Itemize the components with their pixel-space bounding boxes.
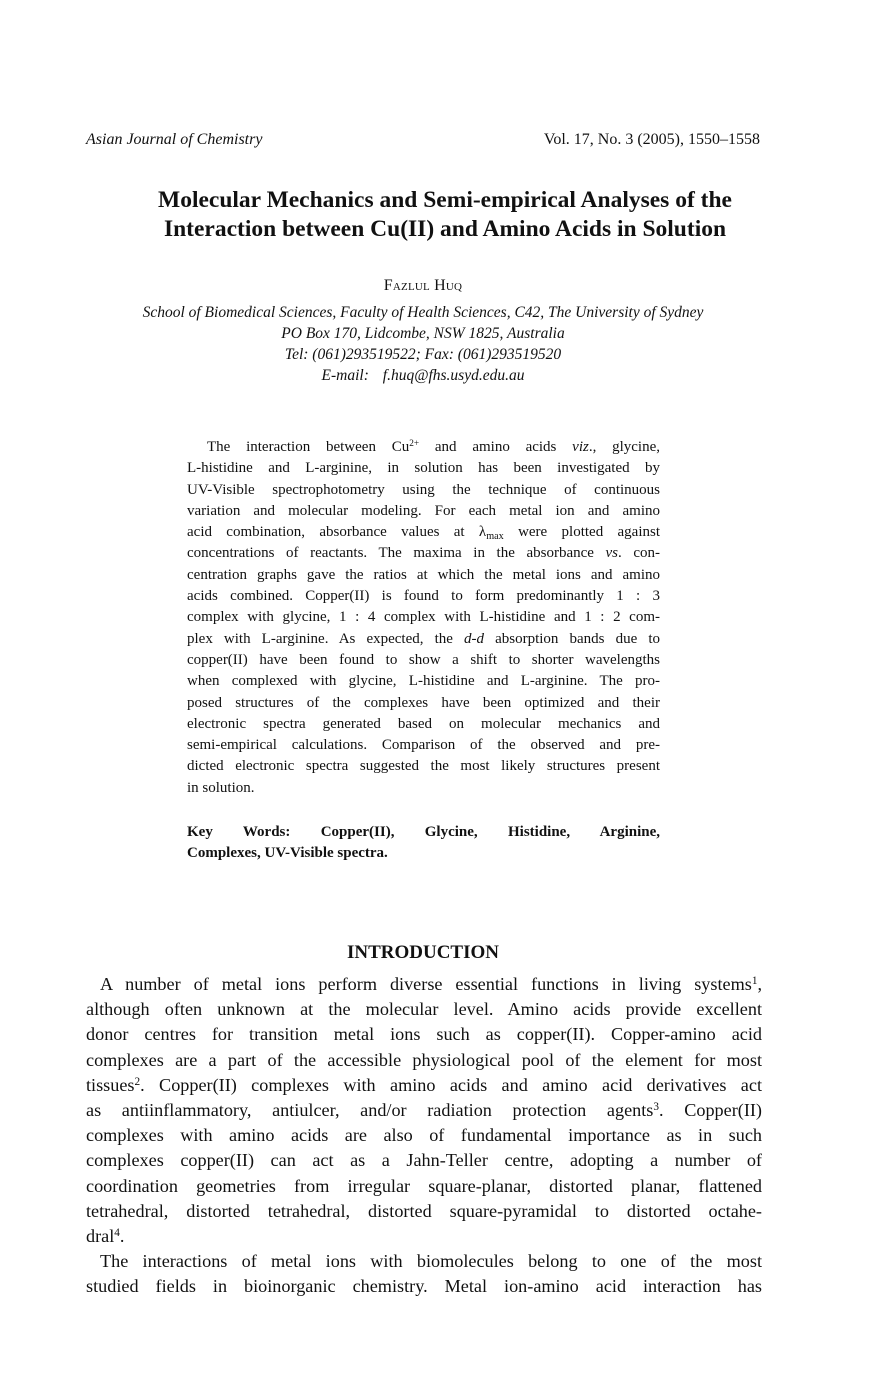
author-name: Fazlul Huq	[383, 277, 463, 294]
body-line: donor centres for transition metal ions such as copper(II). Copper-amino acid	[86, 1024, 762, 1045]
affiliation-line-2: PO Box 170, Lidcombe, NSW 1825, Australia	[281, 325, 565, 342]
abstract-line: L-histidine and L-arginine, in solution has been investigated by	[187, 460, 660, 477]
section-heading-introduction: INTRODUCTION	[346, 942, 500, 963]
volume-info: Vol. 17, No. 3 (2005), 1550–1558	[543, 131, 760, 148]
abstract-line: when complexed with glycine, L-histidine and L-arginine. The pro-	[187, 673, 660, 690]
email-address: f.huq@fhs.usyd.edu.au	[382, 367, 525, 384]
title-line-1: Molecular Mechanics and Semi-empirical Analyses of the	[158, 187, 732, 213]
affiliation-email-line	[0, 365, 846, 386]
body-line: complexes are a part of the accessible physiological pool of the element for most	[86, 1049, 762, 1070]
abstract-line: acid combination, absorbance values at $\lambda_{max}$ were plotted against	[187, 524, 660, 543]
body-line: tetrahedral, distorted tetrahedral, distorted square-pyramidal to distorted octahe-	[86, 1200, 762, 1221]
abstract-line: electronic spectra generated based on molecular mechanics and	[187, 715, 660, 732]
body-line: The interactions of metal ions with biomolecules belong to one of the most	[100, 1251, 762, 1272]
abstract-line: UV-Visible spectrophotometry using the technique of continuous	[187, 481, 660, 498]
abstract-line: copper(II) have been found to show a shift to shorter wavelengths	[187, 651, 660, 668]
abstract-line: complex with glycine, 1 : 4 complex with L-histidine and 1 : 2 com-	[187, 609, 660, 626]
abstract	[187, 437, 660, 799]
body-line: A number of metal ions perform diverse essential functions in living systems$^1$,	[100, 974, 762, 994]
paper-title	[60, 186, 830, 244]
abstract-line: The interaction between $Cu^{2+}$ and amino acids viz., glycine,	[207, 438, 661, 455]
affiliation-contact: Tel: (061)293519522; Fax: (061)293519520	[284, 346, 562, 363]
body-line: as antiinflammatory, antiulcer, and/or radiation protection agents$^3$. Copper(II)	[86, 1099, 762, 1120]
title-line-2: Interaction between Cu(II) and Amino Acids in Solution	[163, 216, 727, 242]
introduction-body	[86, 972, 762, 1299]
abstract-line: variation and molecular modeling. For each metal ion and amino	[187, 502, 660, 519]
keywords-line-1: Key Words: Copper(II), Glycine, Histidine, Arginine,	[187, 824, 660, 840]
abstract-line: in solution.	[187, 779, 255, 796]
abstract-line: concentrations of reactants. The maxima in the absorbance vs. con-	[187, 545, 660, 562]
journal-name: Asian Journal of Chemistry	[86, 131, 263, 148]
body-line: tissues$^2$. Copper(II) complexes with amino acids and amino acid derivatives act	[86, 1074, 762, 1095]
affiliation-line-1: School of Biomedical Sciences, Faculty of Health Sciences, C42, The University of Sydney	[142, 304, 704, 321]
abstract-line: dicted electronic spectra suggested the most likely structures present	[187, 758, 660, 775]
body-line: complexes with amino acids are also of fundamental importance as in such	[86, 1125, 762, 1146]
abstract-line: plex with L-arginine. As expected, the d-d absorption bands due to	[187, 630, 660, 647]
abstract-line: centration graphs gave the ratios at which the metal ions and amino	[187, 566, 660, 583]
abstract-line: acids combined. Copper(II) is found to form predominantly 1 : 3	[187, 588, 660, 605]
keywords-line-2: Complexes, UV-Visible spectra.	[187, 845, 388, 862]
body-line: complexes copper(II) can act as a Jahn-Teller centre, adopting a number of	[86, 1150, 762, 1171]
affiliation	[0, 302, 846, 386]
email-label: E-mail:	[321, 367, 369, 384]
body-line: coordination geometries from irregular square-planar, distorted planar, flattened	[86, 1175, 762, 1196]
keywords	[187, 822, 660, 865]
abstract-line: posed structures of the complexes have been optimized and their	[187, 694, 660, 711]
abstract-line: semi-empirical calculations. Comparison of the observed and pre-	[187, 737, 660, 754]
body-line: dral$^4$.	[86, 1225, 125, 1246]
body-line: although often unknown at the molecular level. Amino acids provide excellent	[86, 999, 762, 1020]
body-line: studied fields in bioinorganic chemistry. Metal ion-amino acid interaction has	[86, 1276, 762, 1297]
